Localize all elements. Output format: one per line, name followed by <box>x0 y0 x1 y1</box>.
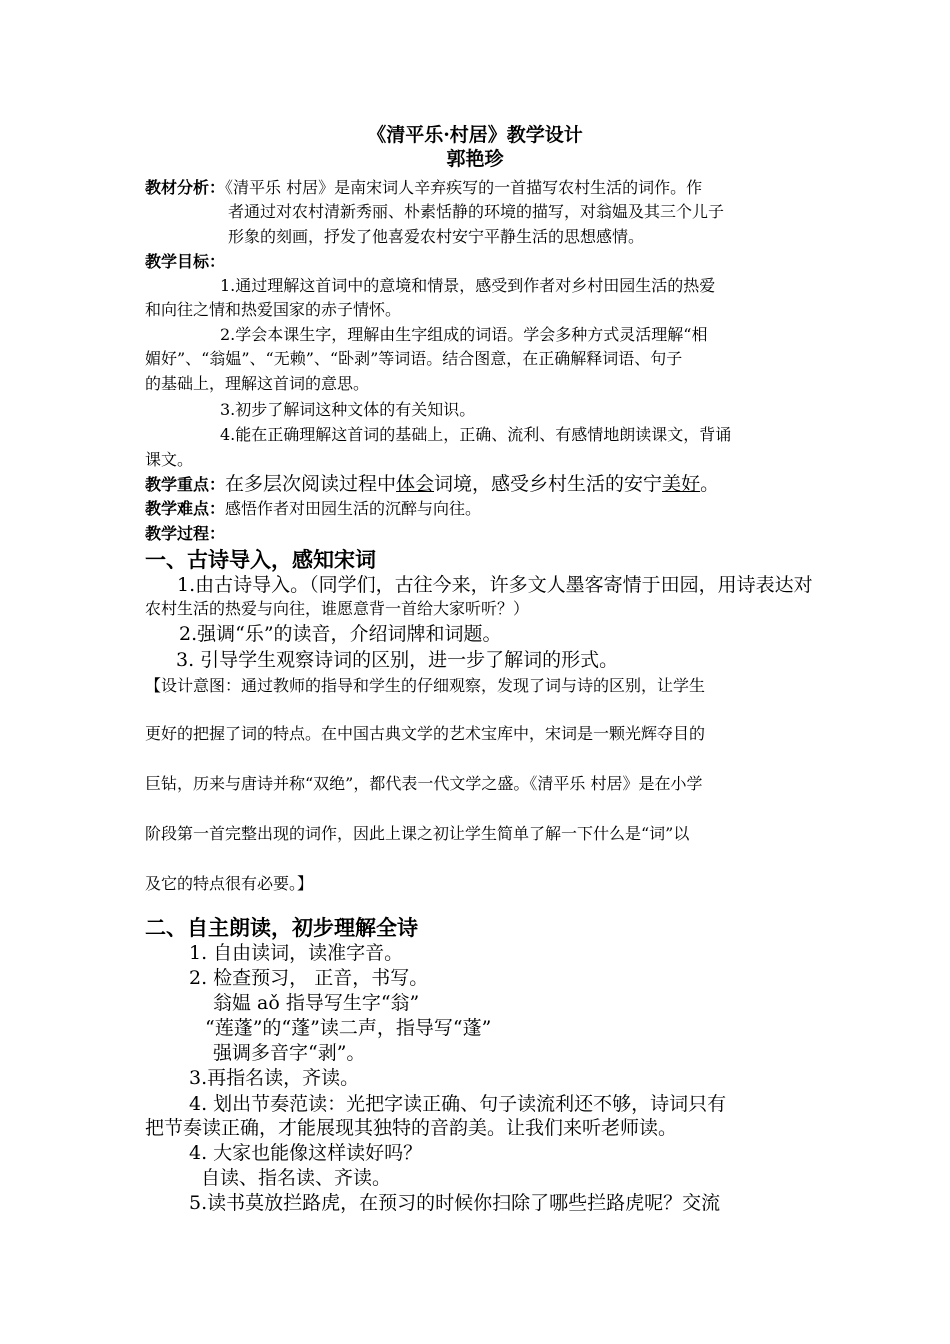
section2-line-5: 强调多音字“剥”。 <box>213 1042 366 1064</box>
section2-line-11: 5.读书莫放拦路虎，在预习的时候你扫除了哪些拦路虎呢？交流 <box>189 1192 721 1214</box>
goal-line-6: 3.初步了解词这种文体的有关知识。 <box>220 400 476 419</box>
design-line-1: 【设计意图：通过教师的指导和学生的仔细观察，发现了词与诗的区别，让学生 <box>145 676 706 695</box>
section2-line-8: 把节奏读正确，才能展现其独特的音韵美。让我们来听老师读。 <box>145 1117 678 1139</box>
difficulty: 教学难点：感悟作者对田园生活的沉醉与向往。 <box>145 499 482 518</box>
goal-line-1: 1.通过理解这首词中的意境和情景，感受到作者对乡村田园生活的热爱 <box>220 276 716 295</box>
section2-line-2: 2. 检查预习， 正音，书写。 <box>189 967 429 989</box>
design-line-2: 更好的把握了词的特点。在中国古典文学的艺术宝库中，宋词是一颗光辉夺目的 <box>145 724 706 743</box>
section2-line-10: 自读、指名读、齐读。 <box>201 1167 392 1189</box>
section2-line-1: 1. 自由读词，读准字音。 <box>189 942 404 964</box>
section1-line-3: 2.强调“乐”的读音，介绍词牌和词题。 <box>179 623 502 645</box>
goal-line-7: 4.能在正确理解这首词的基础上，正确、流利、有感情地朗读课文，背诵 <box>220 425 732 444</box>
section2-line-4: “莲蓬”的“蓬”读二声，指导写“蓬” <box>205 1017 492 1039</box>
goal-line-8: 课文。 <box>145 450 194 469</box>
process-label: 教学过程： <box>145 524 226 543</box>
analysis-line-3: 形象的刻画，抒发了他喜爱农村安宁平静生活的思想感情。 <box>228 227 645 246</box>
goal-line-2: 和向往之情和热爱国家的赤子情怀。 <box>145 300 402 319</box>
section1-line-2: 农村生活的热爱与向往，谁愿意背一首给大家听听？） <box>145 599 530 618</box>
key-point: 教学重点：在多层次阅读过程中体会词境，感受乡村生活的安宁美好。 <box>145 473 720 495</box>
goals-label: 教学目标： <box>145 252 226 271</box>
analysis-label: 教材分析： <box>145 178 226 197</box>
analysis-line-1: 教材分析：《清平乐 村居》是南宋词人辛弃疾写的一首描写农村生活的词作。作 <box>145 178 703 197</box>
section2-line-3: 翁媪 aǒ 指导写生字“翁” <box>213 992 420 1014</box>
difficulty-label: 教学难点： <box>145 499 226 518</box>
section1-line-1: 1.由古诗导入。（同学们，古往今来，许多文人墨客寄情于田园，用诗表达对 <box>177 574 813 596</box>
section2-line-6: 3.再指名读，齐读。 <box>189 1067 360 1089</box>
goal-line-4: 媚好”、“翁媪”、“无赖”、“卧剥”等词语。结合图意，在正确解释词语、句子 <box>145 349 683 368</box>
section2-line-9: 4. 大家也能像这样读好吗？ <box>189 1142 423 1164</box>
section1-line-4: 3. 引导学生观察诗词的区别，进一步了解词的形式。 <box>176 649 619 671</box>
key-point-label: 教学重点： <box>145 475 226 494</box>
section2-heading: 二、自主朗读，初步理解全诗 <box>145 915 418 940</box>
section2-line-7: 4. 划出节奏范读：光把字读正确、句子读流利还不够，诗词只有 <box>189 1093 727 1115</box>
section1-heading: 一、古诗导入，感知宋词 <box>145 547 376 572</box>
doc-author: 郭艳珍 <box>446 148 504 170</box>
design-line-3: 巨钻，历来与唐诗并称“双绝”，都代表一代文学之盛。《清平乐 村居》是在小学 <box>145 774 703 793</box>
goal-line-5: 的基础上，理解这首词的意思。 <box>145 374 370 393</box>
analysis-line-2: 者通过对农村清新秀丽、朴素恬静的环境的描写，对翁媪及其三个儿子 <box>228 202 725 221</box>
goal-line-3: 2.学会本课生字，理解由生字组成的词语。学会多种方式灵活理解“相 <box>220 325 708 344</box>
doc-title: 《清平乐·村居》教学设计 <box>367 124 583 146</box>
design-line-5: 及它的特点很有必要。】 <box>145 874 314 893</box>
design-line-4: 阶段第一首完整出现的词作，因此上课之初让学生简单了解一下什么是“词”以 <box>145 824 690 843</box>
